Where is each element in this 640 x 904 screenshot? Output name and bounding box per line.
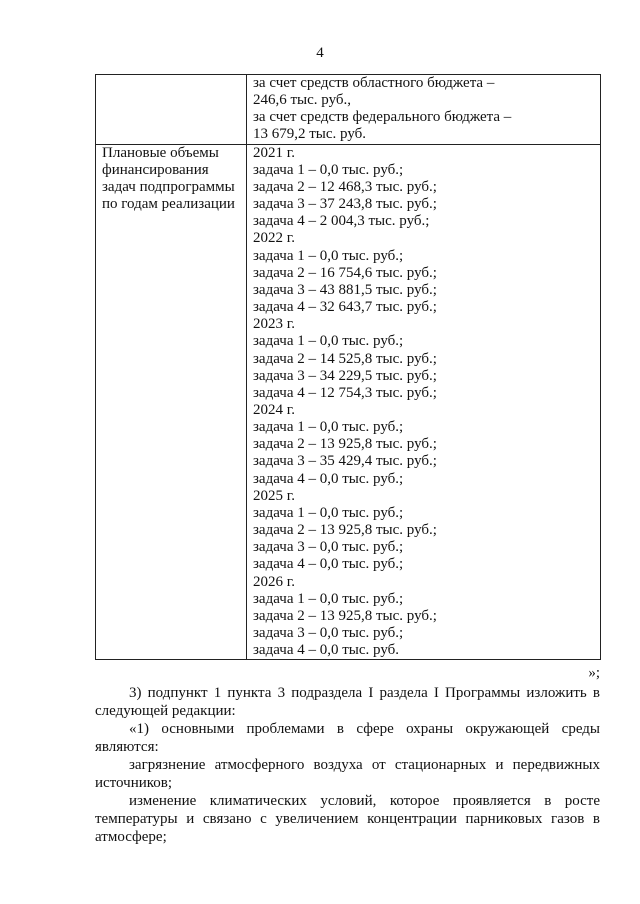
year-heading: 2025 г. [253,487,295,504]
task-line: задача 3 – 35 429,4 тыс. руб.; [253,453,437,470]
budget-line: за счет средств федерального бюджета – [253,109,512,126]
budget-line: за счет средств областного бюджета – [253,75,495,91]
task-line: задача 4 – 2 004,3 тыс. руб.; [253,213,430,230]
task-line: задача 1 – 0,0 тыс. руб.; [253,333,404,350]
year-heading: 2024 г. [253,401,295,418]
table-cell-budget-sources [247,75,601,145]
task-line: задача 2 – 16 754,6 тыс. руб.; [253,264,437,281]
page-number: 4 [316,45,324,61]
task-line: задача 1 – 0,0 тыс. руб.; [253,247,404,264]
label-line: Плановые объемы [102,144,219,161]
task-line: задача 1 – 0,0 тыс. руб.; [253,161,404,178]
task-line: задача 3 – 0,0 тыс. руб.; [253,625,404,641]
closing-quote-mark: »; [588,665,600,681]
funding-table [95,74,601,660]
label-line: задач подпрограммы [102,178,235,195]
table-cell-empty [96,75,247,145]
paragraph: «1) основными проблемами в сфере охраны окружающей среды являются: [95,721,600,755]
table-row [96,144,601,660]
table-cell-yearly-funding [247,144,601,660]
table-row [96,75,601,145]
year-heading: 2022 г. [253,230,295,247]
budget-line: 13 679,2 тыс. руб. [253,126,367,143]
year-heading: 2021 г. [253,144,295,161]
label-line: финансирования [102,161,209,178]
task-line: задача 3 – 43 881,5 тыс. руб.; [253,281,437,298]
task-line: задача 2 – 13 925,8 тыс. руб.; [253,607,437,624]
task-line: задача 1 – 0,0 тыс. руб.; [253,419,404,436]
year-heading: 2026 г. [253,573,295,590]
task-line: задача 2 – 13 925,8 тыс. руб.; [253,436,437,453]
task-line: задача 2 – 14 525,8 тыс. руб.; [253,350,437,367]
task-line: задача 4 – 0,0 тыс. руб.; [253,556,404,573]
label-line: по годам реализации [102,196,235,213]
task-line: задача 3 – 34 229,5 тыс. руб.; [253,367,437,384]
task-line: задача 1 – 0,0 тыс. руб.; [253,504,404,521]
task-line: задача 3 – 0,0 тыс. руб.; [253,539,404,556]
task-line: задача 4 – 0,0 тыс. руб. [253,642,400,659]
year-heading: 2023 г. [253,316,295,333]
budget-line: 246,6 тыс. руб., [253,92,352,109]
task-line: задача 4 – 32 643,7 тыс. руб.; [253,299,437,316]
task-line: задача 1 – 0,0 тыс. руб.; [253,590,404,607]
paragraph: изменение климатических условий, которое проявляется в росте температуры и связано с увеличением концентрации парниковых газов в атмосфере; [95,793,600,845]
paragraph: загрязнение атмосферного воздуха от стационарных и передвижных источников; [95,757,600,791]
table-cell-label [96,144,247,660]
task-line: задача 3 – 37 243,8 тыс. руб.; [253,196,437,213]
task-line: задача 2 – 12 468,3 тыс. руб.; [253,178,437,195]
task-line: задача 4 – 12 754,3 тыс. руб.; [253,384,437,401]
paragraph: 3) подпункт 1 пункта 3 подраздела I раздела I Программы изложить в следующей редакции: [95,685,600,719]
task-line: задача 4 – 0,0 тыс. руб.; [253,470,404,487]
task-line: задача 2 – 13 925,8 тыс. руб.; [253,522,437,539]
